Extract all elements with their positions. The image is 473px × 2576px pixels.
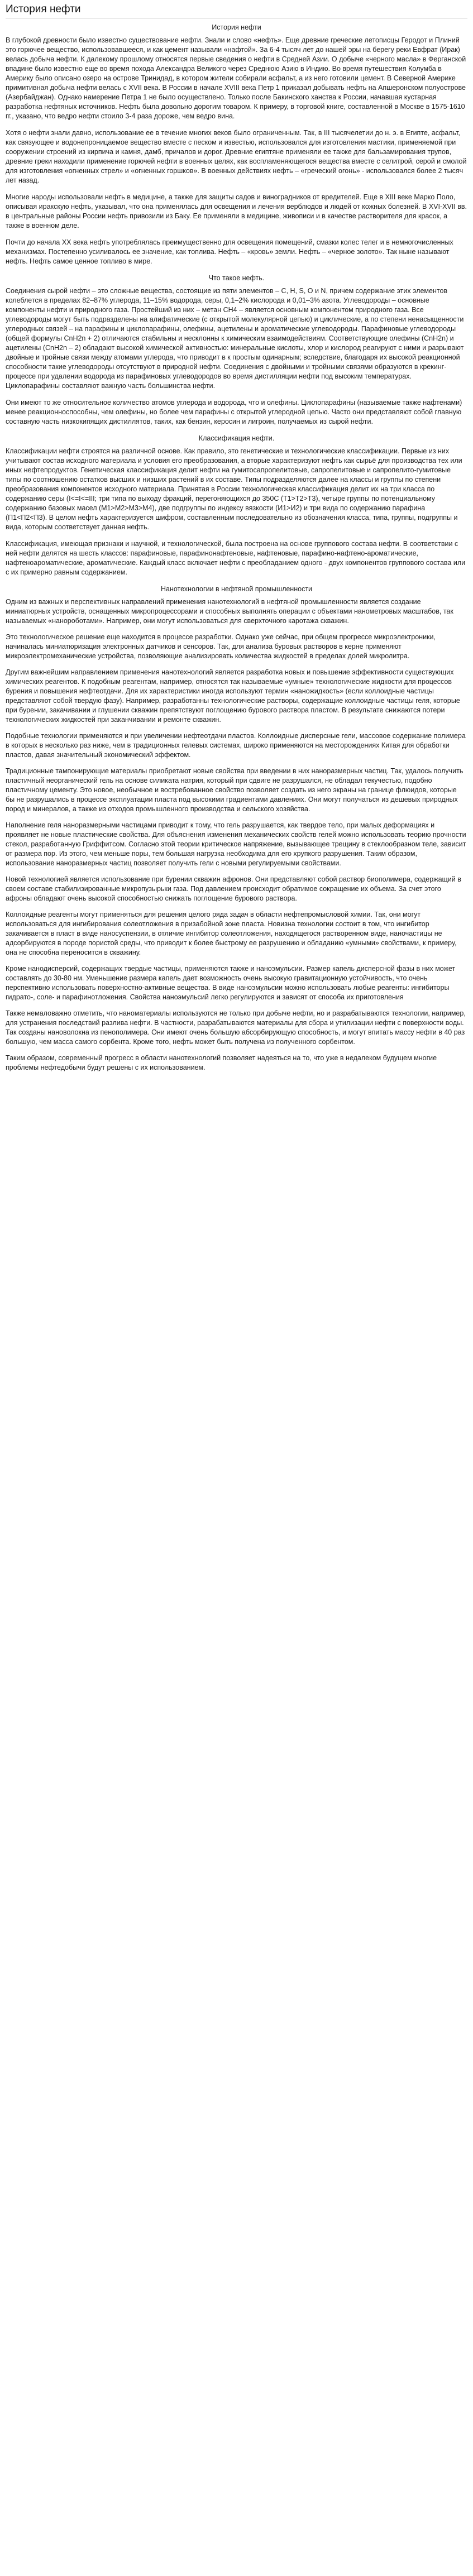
paragraph: Коллоидные реагенты могут применяться для решения целого ряда задач в области нефтепромысловой химии. Так, они могут использоваться для ингибирования солеотложения в призабойной зоне пласта. Новизна технологии состоит в том, что ингибитор закачивается в пласт в виде наносуспензии, в отличие ингибитор солеотложения, находящегося растворенном виде, наночастицы не адсорбируются в породе пористой среды, что приводит к более быстрому ее разрушению и обладанию «умными» свойствами, к примеру, она не способна переносится в скважину. <box>6 911 457 956</box>
paragraph: Это технологическое решение еще находится в процессе разработки. Однако уже сейчас, при общем прогрессе микроэлектроники, начиналась миниатюризация электронных датчиков и сенсоров. Так, для анализа буровых растворов в керне применяют микроэлектромеханические устройства, позволяющие анализировать количества жидкостей в пределах долей микролитра. <box>6 633 436 660</box>
paragraph: В глубокой древности было известно существование нефти. Знали и слово «нефть». Еще древние греческие летописцы Геродот и Плиний это горючее вещество, использовавшееся, и как цемент называли «нафтой». За 6-4 тысяч лет до нашей эры на берегу реки Евфрат (Ирак) велась добыча нефти. К далекому прошлому относятся первые сведения о нефти в Средней Азии. О добыче «черного масла» в Ферганской впадине было известно еще во время похода Александра Великого через Среднюю Азию в Индию. Во время путешествия Колумба в Америку было описано озеро на острове Тринидад, в котором жители собирали асфальт, а из него готовили цемент. В Северной Америке примитивная добыча нефти велась с XVII века. В России в начале XVIII века Петр 1 приказал добывать нефть на Апшеронском полуострове (Азербайджан). Однако намерение Петра 1 не было осуществлено. Только после Бакинского ханства к России, начавшая кустарная разработка нефтяных источников. Нефть была довольно дорогим товаром. К примеру, в торговой книге, составленной в Москве в 1575-1610 гг., указано, что ведро нефти стоило 3-4 раза дороже, чем ведро вина. <box>6 36 466 120</box>
page-title: История нефти <box>6 3 467 18</box>
paragraph: Кроме нанодисперсий, содержащих твердые частицы, применяются также и наноэмульсии. Размер капель дисперсной фазы в них может составлять до 30-80 нм. Уменьшение размера капель дает возможность очень высокую гравитационную устойчивость, что очень перспективно использовать поверхностно-активные вещества. В виде наноэмульсии можно использовать любые реагенты: ингибиторы гидрато-, соле- и парафинотложения. Свойства наноэмульсий легко регулируются и зависят от способа их приготовления <box>6 965 456 1001</box>
paragraph: Многие народы использовали нефть в медицине, а также для защиты садов и виноградников от вредителей. Еще в XIII веке Марко Поло, описывая иракскую нефть, указывал, что она применялась для освещения и лечения верблюдов и людей от кожных болезней. В XVI-XVII вв. в центральные районы России нефть привозили из Баку. Ее применяли в медицине, живописи и в качестве растворителя для красок, а также в военном деле. <box>6 193 467 229</box>
paragraph: Классификации нефти строятся на различной основе. Как правило, это генетические и технологические классификации. Первые из них учитывают состав исходного материала и условия его преобразования, а вторые характеризуют нефть как сырьё для производства тех или иных нефтепродуктов. Генетическая классификация делит нефти на гумитосапропелитовые, сапропелитовые и сапропелито-гумитовые типы по соотношению остатков высших и низших растений в их составе. Типы подразделяются далее на классы и группы по степени преобразования компонентов исходного материала. Принятая в России технологическая классификация делит их на три класса по содержанию серы (I<=I<=III; три типа по выходу фракций, перегоняющихся до 350С (Т1>Т2>Т3), четыре группы по потенциальному содержанию базовых масел (М1>М2>М3>М4), две подгруппы по индексу вязкости (И1>И2) и три вида по содержанию парафина (П1<П2<П3). В целом нефть характеризуется шифром, составленным последовательно из обозначения класса, типа, группы, подгруппы и вида, которым соответствует данная нефть. <box>6 447 462 531</box>
paragraph: Наполнение геля наноразмерными частицами приводит к тому, что гель разрушается, как твердое тело, при малых деформациях и проявляет не новые пластические свойства. Для объяснения изменения механических свойств гелей можно использовать теорию прочности стекол, разработанную Гриффитсом. Согласно этой теории критическое напряжение, вызывающее трещину в стеклообразном теле, зависит от размера пор. Из этого, чем меньше поры, тем большая нагрузка необходима для его хрупкого разрушения. Таким образом, использование наноразмерных частиц позволяет получить гели с новыми регулируемыми свойствами. <box>6 821 466 867</box>
section-title: Классификация нефти. <box>198 434 275 442</box>
section-title: Что такое нефть. <box>208 274 265 282</box>
section-title: Нанотехнологии в нефтяной промышленности <box>160 585 313 593</box>
paragraph: Таким образом, современный прогресс в области нанотехнологий позволяет надеяться на то, что уже в недалеком будущем многие проблемы нефтедобычи будут решены с их использованием. <box>6 1054 437 1071</box>
section-what-is-oil <box>6 274 467 427</box>
section-nanotechnology <box>6 585 467 1072</box>
paragraph: Подобные технологии применяются и при увеличении нефтеотдачи пластов. Коллоидные дисперсные гели, массовое содержание полимера в которых в несколько раз ниже, чем в традиционных гелевых системах, широко применяются на месторождениях Китая для обработки пластов, давая значительный экономический эффектом. <box>6 732 466 759</box>
article-page <box>0 0 473 1072</box>
paragraph: Они имеют то же относительное количество атомов углерода и водорода, что и олефины. Циклопарафины (называемые также нафтенами) менее реакционноспособны, чем олефины, но более чем парафины с открытой углеродной цепью. Часто они представляют собой главную составную часть низкокипящих дистиллятов, таких, как бензин, керосин и лигроин, получаемых из сырой нефти. <box>6 399 462 425</box>
paragraph: Другим важнейшим направлением применения нанотехнологий является разработка новых и повышение эффективности существующих химических реагентов. К подобным реагентам, например, относятся так называемые «умные» технологические жидкости для процессов бурения и повышения нефтеотдачи. Для их характеристики иногда используют термин «наножидкость» (если коллоидные частицы представляют собой твердую фазу). Например, разработанны технологические растворы, содержащие коллоидные частицы геля, которые при бурении, закачивании и глушении скважин препятствуют поглощению бурового раствора пластом. В результате снижаются потери технологических жидкостей при заканчивании и ремонте скважин. <box>6 668 460 724</box>
paragraph: Одним из важных и перспективных направлений применения нанотехнологий в нефтяной промышленности является создание миниатюрных устройств, оснащенных микропроцессорами и способных выполнять операции с объектами нанометровых масштабов, так называемых «нанороботами». Например, они могут использоваться для сверхточного каротажа скважин. <box>6 598 453 625</box>
section-classification <box>6 434 467 577</box>
section-history <box>6 23 467 266</box>
paragraph: Классификация, имеющая признаки и научной, и технологической, была построена на основе группового состава нефти. В соответствии с ней нефти делятся на шесть классов: парафиновые, парафинонафтеновые, нафтеновые, парафино-нафтено-ароматические, нафтеноароматические, ароматические. Каждый класс включает нефти с преобладанием одного - двух компонентов группового состава или с их примерно равным содержанием. <box>6 540 466 576</box>
paragraph: Новой технологией является использование при бурении скважин афронов. Они представляют собой раствор биополимера, содержащий в своем составе стабилизированные микропузырьки газа. Под давлением происходит обратимое сокращение их объема. За счет этого афроны обладают очень высокой способностью снижать поглощение бурового раствора. <box>6 875 461 902</box>
paragraph: Хотя о нефти знали давно, использование ее в течение многих веков было ограниченным. Так, в III тысячелетии до н. э. в Египте, асфальт, как связующее и водонепроницаемое вещество вместе с песком и известью, использовался для изготовления мастики, применяемой при сооружении строений из кирпича и камня, дамб, причалов и дорог. Древние египтяне применяли ее также для бальзамирования трупов, древние греки находили применение горючей нефти в военных целях, как воспламеняющегося вещества вместе с селитрой, серой и смолой для изготовления «огненных стрел» и «огненных горшков». В военных действиях нефть – «греческий огонь» - использовался более 2 тысяч лет назад. <box>6 129 467 184</box>
paragraph: Соединения сырой нефти – это сложные вещества, состоящие из пяти элементов – С, Н, S, О и N, причем содержание этих элементов колеблется в пределах 82–87% углерода, 11–15% водорода, серы, 0,1–2% кислорода и 0,01–3% азота. Углеводороды – основные компоненты нефти и природного газа. Простейший из них – метан СН4 – является основным компонентом природного газа. Все углеводороды могут быть подразделены на алифатические (с открытой молекулярной цепью) и циклические, а по степени ненасыщенности углеродных связей – на парафины и циклопарафины, олефины, ацетилены и ароматические углеводороды. Парафиновые углеводороды (общей формулы CnH2n + 2) отличаются стабильны и несклонны к химическим взаимодействиям. Соответствующие олефины (CnH2n) и ацетилены (CnH2n – 2) обладают высокой химической активностью: минеральные кислоты, хлор и кислород реагируют с ними и разрывают двойные и тройные связи между атомами углерода, что приводит в к простым одинарным; вследствие, благодаря их высокой реакционной способности такие углеводороды отсутствуют в природной нефти. Соединения с двойными и тройными связями образуются в крекинг-процессе при удалении водорода из парафиновых углеводородов во время дистилляции нефти под высоким температурах. Циклопарафины составляют важную часть большинства нефти. <box>6 287 464 390</box>
paragraph: Традиционные тампонирующие материалы приобретают новые свойства при введении в них наноразмерных частиц. Так, удалось получить пластичный неорганический гель на основе силиката натрия, который при сдвиге не разрушался, не обладал текучестью, подобно пластичному цементу. Это новое, необычное и востребованное свойство позволяет создать из него экраны на границе флюидов, которые бы не разрушались в процессе эксплуатации пласта под высокими градиентами давлениях. Они могут получаться из дешевых природных пород и минералов, а также из отходов промышленного производства и сельского хозяйства. <box>6 767 464 813</box>
paragraph: Также немаловажно отметить, что наноматериалы используются не только при добыче нефти, но и разрабатываются технологии, например, для устранения последствий разлива нефти. В частности, разрабатываются материалы для сбора и утилизации нефти с поверхности воды. Так созданы нановолокна из пенополимера. Они имеют очень большую абсорбирующую способность, и могут впитать массу нефти в 40 раз большую, чем масса самого сорбента. Кроме того, нефть может быть получена из полученного сорбентом. <box>6 1009 466 1046</box>
section-title: История нефти <box>212 23 261 31</box>
paragraph: Почти до начала XX века нефть употреблялась преимущественно для освещения помещений, смазки колес телег и в немногочисленных механизмах. Постепенно усиливалось ее значение, как топлива. Нефть – «кровь» земли. Нефть – «черное золото». Так ныне называют нефть. Нефть самое ценное топливо в мире. <box>6 238 453 265</box>
